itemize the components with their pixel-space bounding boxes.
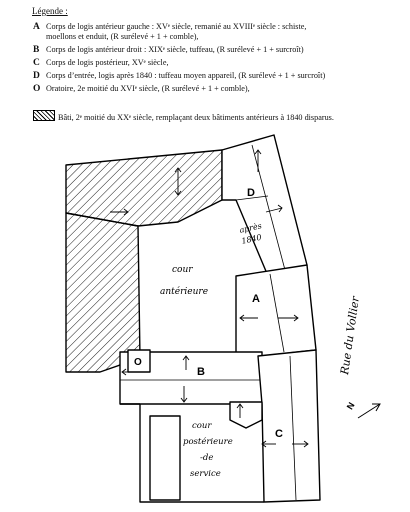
stair-turret xyxy=(230,402,262,428)
hatched-building-north xyxy=(66,150,222,226)
building-c xyxy=(258,350,320,502)
label-cour-posterieure-3: -de xyxy=(200,453,214,463)
building-a xyxy=(236,265,316,356)
label-o: O xyxy=(134,357,142,368)
legend-key-o: O xyxy=(33,84,41,94)
legend-key-c: C xyxy=(33,58,40,68)
label-a: A xyxy=(252,293,260,305)
label-cour-posterieure-4: service xyxy=(190,469,221,479)
legend-key-b: B xyxy=(33,45,40,55)
label-1840: 1840 xyxy=(240,232,263,246)
label-d: D xyxy=(247,187,255,199)
label-street: Rue du Vollier xyxy=(338,295,362,376)
legend-text-b: Corps de logis antérieur droit : XIXᵉ siècle, tuffeau, (R surélevé + 1 + surcroît) xyxy=(46,45,304,54)
rear-service-building xyxy=(150,416,180,500)
legend-text-o: Oratoire, 2e moitié du XVIᵉ siècle, (R surélevé + 1 + comble), xyxy=(46,84,250,93)
label-apres: après xyxy=(238,221,263,235)
label-cour-posterieure-1: cour xyxy=(192,421,212,431)
legend-text-c: Corps de logis postérieur, XVᵉ siècle, xyxy=(46,58,169,67)
label-cour-posterieure-2: postérieure xyxy=(183,437,233,447)
label-cour-anterieure-2: antérieure xyxy=(160,287,209,297)
label-b: B xyxy=(197,366,205,378)
legend-key-a: A xyxy=(33,22,40,32)
legend-text-a-line1: Corps de logis antérieur gauche : XVᵉ siècle, remanié au XVIIIᵉ siècle : schiste, xyxy=(46,22,307,31)
label-north: N xyxy=(344,400,357,412)
building-d xyxy=(222,135,307,276)
legend-hatch-text: Bâti, 2ᵉ moitié du XXᵉ siècle, remplaçant deux bâtiments antérieurs à 1840 disparus. xyxy=(58,113,334,122)
label-cour-anterieure-1: cour xyxy=(172,265,193,275)
legend-key-d: D xyxy=(33,71,40,81)
legend-text-a-line2: moellons et enduit, (R surélevé + 1 + comble), xyxy=(46,32,199,41)
legend-text-d: Corps d’entrée, logis après 1840 : tuffeau moyen appareil, (R surélevé + 1 + surcroît) xyxy=(46,71,326,80)
hatched-building-west xyxy=(66,213,140,372)
north-arrow xyxy=(358,404,380,418)
legend-title: Légende : xyxy=(32,6,68,16)
label-c: C xyxy=(275,428,283,440)
